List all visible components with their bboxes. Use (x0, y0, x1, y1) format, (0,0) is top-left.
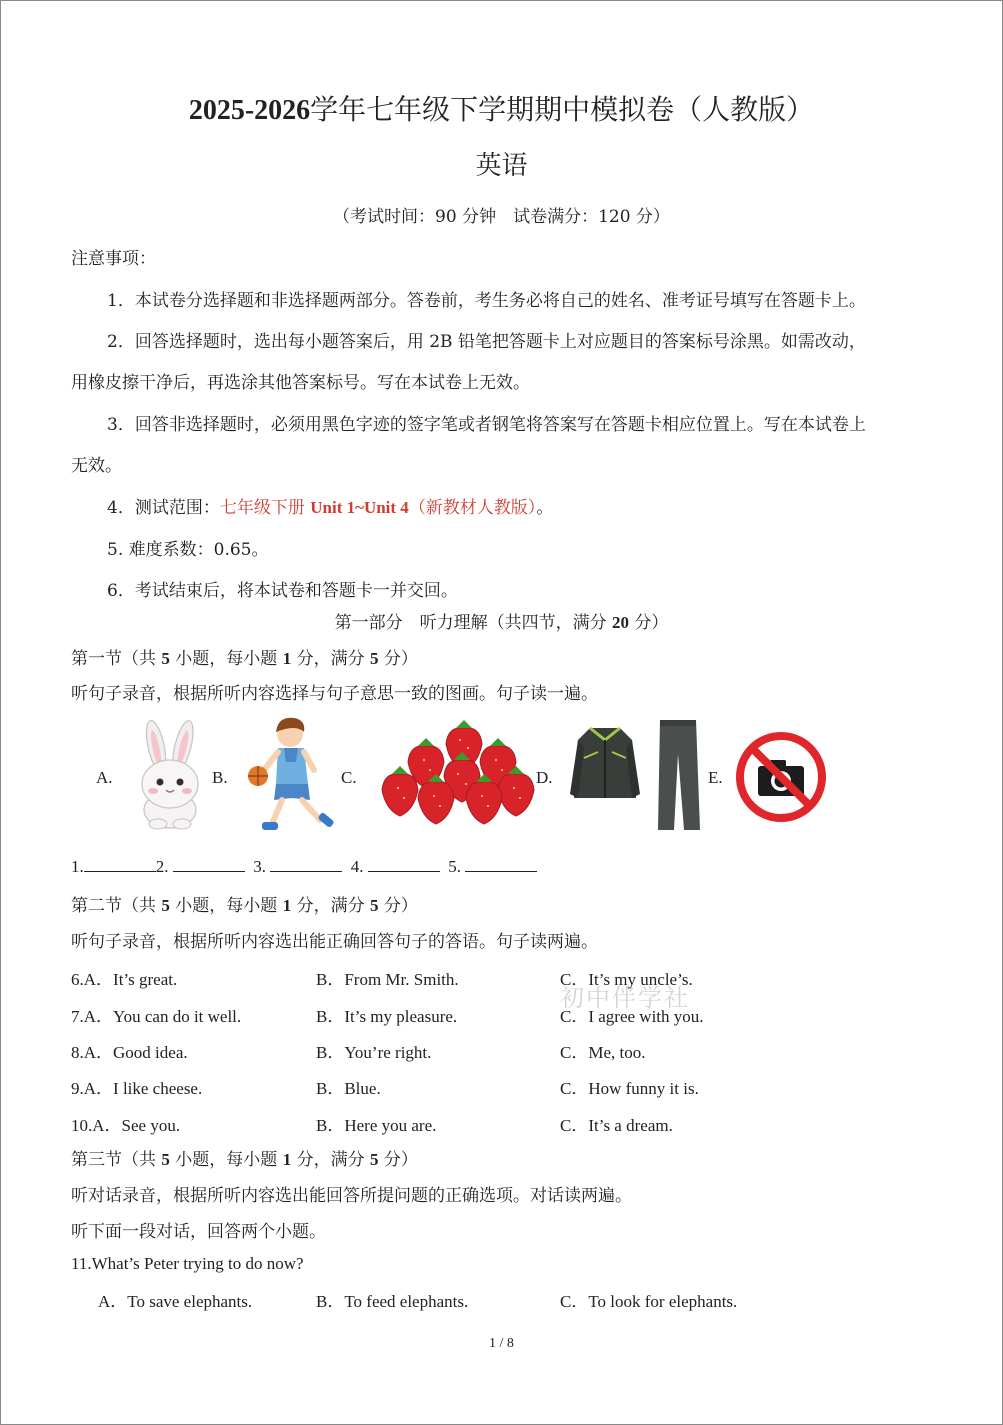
question-6-option-c: C．It’s my uncle’s. (560, 970, 693, 989)
basketball-boy-icon (242, 712, 342, 838)
jacket-pants-icon (570, 718, 710, 834)
section2-instruction: 听句子录音，根据所听内容选出能正确回答句子的答语。句子读两遍。 (71, 932, 598, 952)
exam-meta: （考试时间：90 分钟 试卷满分：120 分） (333, 207, 670, 227)
section3-instruction: 听对话录音，根据所听内容选出能回答所提问题的正确选项。对话读两遍。 (71, 1186, 632, 1206)
notice-item-3-line2: 无效。 (71, 456, 122, 476)
page-number: 1 / 8 (489, 1336, 514, 1351)
question-10-option-b: B．Here you are. (316, 1116, 437, 1135)
answer-blanks-row: 1. 2. 3. 4. 5. (71, 857, 537, 877)
notice-item-2-line2: 用橡皮擦干净后，再选涂其他答案标号。写在本试卷上无效。 (71, 373, 530, 393)
section3-heading: 第三节（共 5 小题，每小题 1 分，满分 5 分） (71, 1150, 418, 1170)
question-7-option-b: B．It’s my pleasure. (316, 1007, 458, 1026)
question-8-option-b: B．You’re right. (316, 1043, 432, 1062)
picture-label-b: B. (212, 768, 228, 787)
strawberries-icon (380, 716, 540, 836)
exam-title: 2025-2026学年七年级下学期期中模拟卷（人教版） (188, 93, 815, 126)
notice-item-4: 4．测试范围：七年级下册 Unit 1~Unit 4（新教材人教版）。 (107, 498, 554, 518)
answer-blank-4[interactable] (368, 857, 440, 872)
question-9-option-b: B．Blue. (316, 1079, 381, 1098)
question-11-option-a: A．To save elephants. (98, 1292, 253, 1311)
notice-item-6: 6．考试结束后，将本试卷和答题卡一并交回。 (107, 581, 458, 601)
question-11-option-b: B．To feed elephants. (316, 1292, 469, 1311)
subject-title: 英语 (475, 151, 528, 181)
picture-label-c: C. (341, 768, 357, 787)
notice-item-5: 5. 难度系数：0.65。 (107, 540, 269, 560)
picture-label-d: D. (536, 768, 553, 787)
question-7: 7.A．You can do it well. (71, 1007, 242, 1026)
question-9: 9.A．I like cheese. (71, 1079, 203, 1098)
question-11-option-c: C．To look for elephants. (560, 1292, 738, 1311)
picture-label-e: E. (708, 768, 723, 787)
part1-heading: 第一部分 听力理解（共四节，满分 20 分） (334, 613, 669, 633)
question-8-option-c: C．Me, too. (560, 1043, 646, 1062)
question-10: 10.A．See you. (71, 1116, 181, 1135)
question-11: 11.What’s Peter trying to do now? (71, 1254, 304, 1273)
section1-heading: 第一节（共 5 小题，每小题 1 分，满分 5 分） (71, 649, 418, 669)
picture-label-a: A. (96, 768, 113, 787)
notice-item-3-line1: 3．回答非选择题时，必须用黑色字迹的签字笔或者钢笔将答案写在答题卡相应位置上。写在本试卷上 (107, 415, 866, 435)
question-6-option-b: B．From Mr. Smith. (316, 970, 459, 989)
section3-sub-instruction: 听下面一段对话，回答两个小题。 (71, 1222, 326, 1242)
question-6: 6.A．It’s great. (71, 970, 178, 989)
answer-blank-3[interactable] (270, 857, 342, 872)
question-10-option-c: C．It’s a dream. (560, 1116, 673, 1135)
question-9-option-c: C．How funny it is. (560, 1079, 699, 1098)
notice-heading: 注意事项： (71, 249, 156, 269)
answer-blank-2[interactable] (173, 857, 245, 872)
question-7-option-c: C．I agree with you. (560, 1007, 704, 1026)
section1-instruction: 听句子录音，根据所听内容选择与句子意思一致的图画。句子读一遍。 (71, 684, 598, 704)
section2-heading: 第二节（共 5 小题，每小题 1 分，满分 5 分） (71, 896, 418, 916)
rabbit-icon (128, 718, 210, 830)
answer-blank-1[interactable] (84, 857, 156, 872)
notice-item-2-line1: 2．回答选择题时，选出每小题答案后，用 2B 铅笔把答题卡上对应题目的答案标号涂黑。如需改动， (107, 332, 866, 352)
question-8: 8.A．Good idea. (71, 1043, 188, 1062)
watermark: 初中伴学社 (560, 984, 690, 1012)
answer-blank-5[interactable] (465, 857, 537, 872)
no-camera-icon (734, 730, 828, 824)
notice-item-1: 1．本试卷分选择题和非选择题两部分。答卷前，考生务必将自己的姓名、准考证号填写在答题卡上。 (107, 291, 866, 311)
